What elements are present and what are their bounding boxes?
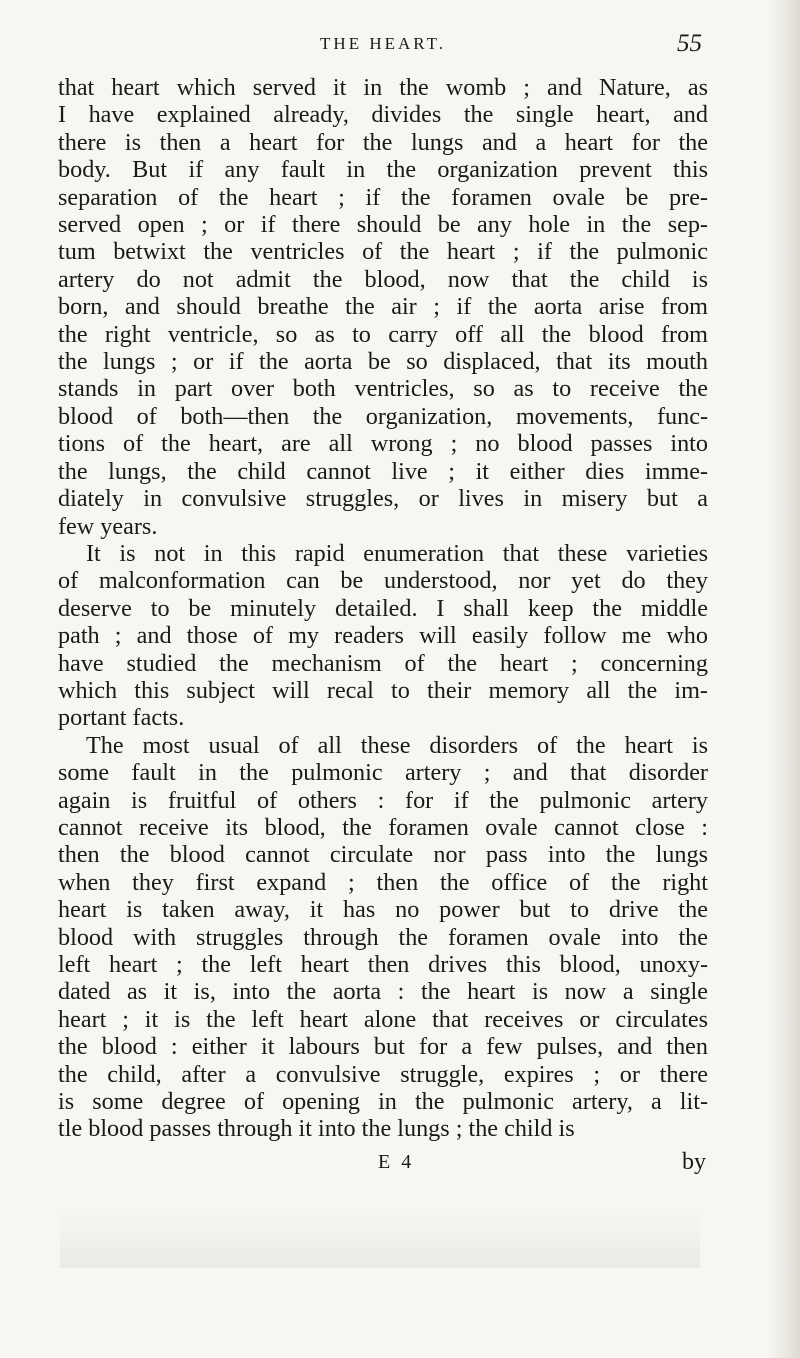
text-line: few years. xyxy=(58,512,158,540)
text-line: deserve to be minutely detailed. I shall keep the middle xyxy=(58,594,708,622)
text-line: artery do not admit the blood, now that the child is xyxy=(58,265,708,293)
text-line: cannot receive its blood, the foramen ovale cannot close : xyxy=(58,813,708,841)
text-line: diately in convulsive struggles, or lives in misery but a xyxy=(58,485,708,513)
text-line: portant facts. xyxy=(58,704,185,732)
text-line: blood of both—then the organization, movements, func- xyxy=(58,402,708,430)
bleed-through-shadow xyxy=(60,1208,700,1268)
text-line: body. But if any fault in the organization prevent this xyxy=(58,156,708,184)
text-line: served open ; or if there should be any hole in the sep- xyxy=(58,211,708,239)
text-line: the right ventricle, so as to carry off all the blood from xyxy=(58,320,708,348)
text-line: of malconformation can be understood, nor yet do they xyxy=(58,567,708,595)
text-line: when they first expand ; then the office of the right xyxy=(58,868,708,896)
text-line: tions of the heart, are all wrong ; no blood passes into xyxy=(58,430,708,458)
signature-mark: E 4 xyxy=(378,1150,415,1173)
book-page xyxy=(58,30,708,1189)
text-line: the blood : either it labours but for a few pulses, and then xyxy=(58,1033,708,1061)
text-line: blood with struggles through the foramen ovale into the xyxy=(58,923,708,951)
paragraph xyxy=(58,540,708,732)
text-line: have studied the mechanism of the heart ; concerning xyxy=(58,649,708,677)
running-head xyxy=(58,30,708,74)
page-footer xyxy=(58,1149,708,1189)
text-line: It is not in this rapid enumeration that these varieties xyxy=(86,539,708,567)
text-line: the lungs ; or if the aorta be so displaced, that its mouth xyxy=(58,348,708,376)
text-line: left heart ; the left heart then drives this blood, unoxy- xyxy=(58,951,708,978)
paragraph xyxy=(58,74,708,540)
text-line: then the blood cannot circulate nor pass into the lungs xyxy=(58,841,708,869)
running-head-title: THE HEART. xyxy=(320,34,446,53)
text-line: I have explained already, divides the single heart, and xyxy=(58,101,708,129)
paragraph xyxy=(58,732,708,1143)
text-line: dated as it is, into the aorta : the heart is now a single xyxy=(58,978,708,1006)
text-line: the lungs, the child cannot live ; it either dies imme- xyxy=(58,457,708,485)
catchword: by xyxy=(682,1148,706,1175)
page-edge-shadow xyxy=(768,0,800,1358)
text-line: the child, after a convulsive struggle, expires ; or there xyxy=(58,1060,708,1088)
text-line: The most usual of all these disorders of the heart is xyxy=(86,731,708,759)
text-line: that heart which served it in the womb ; and Nature, as xyxy=(58,74,708,101)
text-line: there is then a heart for the lungs and a heart for the xyxy=(58,128,708,156)
text-line: heart is taken away, it has no power but to drive the xyxy=(58,896,708,924)
text-line: stands in part over both ventricles, so as to receive the xyxy=(58,375,708,403)
text-line: tum betwixt the ventricles of the heart ; if the pulmonic xyxy=(58,238,708,266)
text-line: which this subject will recal to their memory all the im- xyxy=(58,676,708,704)
text-line: born, and should breathe the air ; if the aorta arise from xyxy=(58,293,708,321)
text-line: some fault in the pulmonic artery ; and that disorder xyxy=(58,759,708,787)
text-line: again is fruitful of others : for if the pulmonic artery xyxy=(58,786,708,814)
text-line: separation of the heart ; if the foramen ovale be pre- xyxy=(58,183,708,211)
page-number: 55 xyxy=(677,30,702,57)
text-line: path ; and those of my readers will easily follow me who xyxy=(58,622,708,650)
text-line: tle blood passes through it into the lungs ; the child is xyxy=(58,1115,575,1143)
text-line: heart ; it is the left heart alone that receives or circulates xyxy=(58,1005,708,1033)
text-line: is some degree of opening in the pulmonic artery, a lit- xyxy=(58,1088,708,1116)
body-text xyxy=(58,74,708,1143)
